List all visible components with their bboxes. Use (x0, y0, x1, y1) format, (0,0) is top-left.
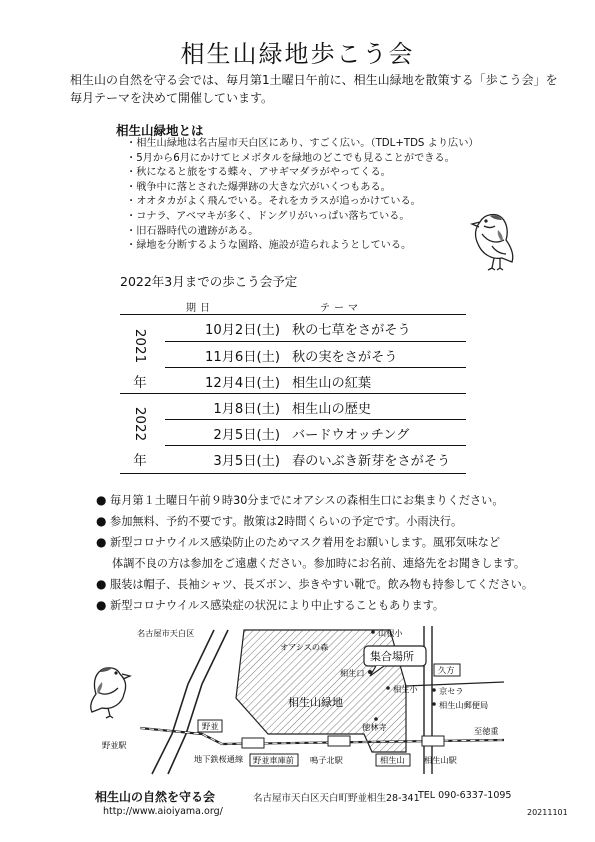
footer-code: 20211101 (527, 808, 568, 817)
facts-list (126, 137, 479, 254)
row-theme: 秋の実をさがそう (292, 350, 398, 365)
year-label-2021 (128, 323, 152, 391)
footer-phone: TEL 090-6337-1095 (418, 790, 512, 801)
list-item: ・ 戦争中に落とされた爆弾跡の大きな穴がいくつもある。 (126, 181, 479, 196)
row-theme: 相生山の紅葉 (292, 376, 372, 391)
bullet-icon: ● (96, 493, 107, 507)
map-point (374, 717, 378, 721)
row-date: 2月5日(土) (213, 428, 280, 443)
bullet-icon: ● (96, 514, 107, 529)
map-label-meeting: 集合場所 (370, 650, 414, 663)
map-label-post: 相生山郵便局 (439, 700, 489, 710)
note-item (96, 554, 533, 574)
notes-list (96, 490, 533, 616)
note-item (96, 490, 533, 511)
station-mark (242, 738, 264, 748)
page-title: 相生山緑地歩こう会 (180, 40, 415, 68)
note-item (96, 511, 533, 532)
map-label-ward: 名古屋市天白区 (137, 628, 195, 638)
map-label-oasis: オアシスの森 (280, 642, 329, 652)
schedule-table (120, 314, 466, 474)
road (152, 630, 214, 774)
list-item: ・ コナラ、アベマキが多く、ドングリがいっぱい落ちている。 (126, 210, 479, 225)
schedule-heading: 2022年3月までの歩こう会予定 (120, 274, 298, 289)
note-item (96, 574, 533, 595)
list-item: ・ 旧石器時代の遺跡がある。 (126, 225, 479, 240)
table-row (120, 393, 466, 419)
note-text: 服装は帽子、長袖シャツ、長ズボン、歩きやすい靴で。飲み物も持参してください。 (110, 577, 534, 591)
map-label-kusagata: 久方 (438, 665, 455, 675)
intro-line: 毎月テーマを決めて開催しています。 (70, 91, 274, 105)
intro-line: 相生山の自然を守る会では、毎月第1土曜日午前に、相生山緑地を散策する「歩こう会」を (70, 73, 558, 87)
map-point (368, 670, 372, 674)
list-item: ・ 緑地を分断するような園路、施設が造られようとしている。 (126, 239, 479, 254)
facts-heading: 相生山緑地とは (116, 123, 204, 138)
row-theme: 春のいぶき新芽をさがそう (292, 454, 451, 469)
row-date: 11月6日(土) (204, 350, 280, 365)
footer-organization: 相生山の自然を守る会 (95, 790, 216, 804)
year-suffix: 年 (133, 453, 147, 469)
map-label-shitoku: 至徳重 (474, 726, 499, 736)
map-label-aioiyama-station: 相生山駅 (424, 755, 457, 765)
footer-address: 名古屋市天白区天白町野並相生28-341 (253, 793, 420, 804)
year-number: 2021 (132, 328, 148, 364)
table-row (165, 367, 466, 393)
station-mark (422, 736, 444, 746)
year-suffix: 年 (133, 375, 147, 391)
map-label-subway: 地下鉄桜通線 (194, 754, 244, 764)
road (168, 630, 228, 774)
map-label-greenland: 相生山緑地 (288, 696, 343, 709)
year-number: 2022 (132, 406, 148, 442)
note-text: 毎月第１土曜日午前９時30分までにオアシスの森相生口にお集まりください。 (110, 494, 504, 507)
table-row (165, 315, 466, 340)
map-label-aioisho: 相生小 (393, 684, 418, 694)
map-label-nonami: 野並 (202, 721, 219, 731)
list-item: ・ オオタカがよく飛んでいる。それをカラスが追っかけている。 (126, 195, 479, 210)
table-row (165, 419, 466, 445)
map-point (432, 702, 436, 706)
station-mark (328, 736, 350, 746)
row-date: 10月2日(土) (204, 323, 280, 338)
map-point (371, 630, 375, 634)
bullet-icon: ● (96, 576, 107, 591)
note-text: 参加無料、予約不要です。散策は2時間くらいの予定です。小雨決行。 (110, 515, 463, 529)
map-label-tokurinji: 徳林寺 (362, 722, 387, 732)
table-row (165, 445, 466, 471)
row-date: 3月5日(土) (213, 454, 280, 469)
note-text: 新型コロナウイルス感染防止のためマスク着用をお願いします。風邪気味など (110, 536, 501, 550)
bullet-icon: ● (96, 535, 107, 550)
table-row (165, 341, 466, 367)
footer-url-link[interactable]: http://www.aioiyama.org/ (103, 806, 223, 817)
row-theme: 秋の七草をさがそう (292, 323, 411, 338)
access-map (102, 624, 512, 780)
map-point (386, 686, 390, 690)
map-label-kyosera: 京セラ (439, 686, 464, 696)
row-theme: 相生山の歴史 (292, 402, 372, 417)
map-point (432, 688, 436, 692)
row-theme: バードウオッチング (292, 428, 410, 443)
map-label-depot: 野並車庫前 (253, 755, 294, 765)
note-text: 新型コロナウイルス感染症の状況により中止することもあります。 (110, 599, 445, 613)
list-item: ・ 相生山緑地は名古屋市天白区にあり、すごく広い。（TDL+TDS より広い） (126, 137, 479, 152)
row-date: 1月8日(土) (213, 402, 280, 417)
map-label-nonami-station: 野並駅 (102, 740, 127, 750)
note-item (96, 532, 533, 553)
map-label-aioiyama: 相生山 (380, 755, 405, 765)
sparrow-icon (84, 662, 140, 720)
column-header-theme: テーマ (320, 303, 362, 314)
note-text: 体調不良の方は参加をご遠慮ください。参加時にお名前、連絡先をお聞きします。 (112, 556, 526, 570)
list-item: ・ 5月から6月にかけてヒメボタルを緑地のどこでも見ることができる。 (126, 152, 479, 167)
column-header-date: 期日 (186, 303, 214, 314)
map-label-aioiguchi: 相生口 (340, 668, 365, 678)
map-label-narumiko: 鳴子北駅 (310, 755, 343, 765)
bullet-icon: ● (96, 598, 107, 613)
list-item: ・ 秋になると旅をする蝶々、アサギマダラがやってくる。 (126, 166, 479, 181)
sparrow-icon (462, 208, 524, 272)
note-item (96, 595, 533, 616)
row-date: 12月4日(土) (204, 376, 280, 391)
map-label-yamane: 山根小 (378, 628, 403, 638)
